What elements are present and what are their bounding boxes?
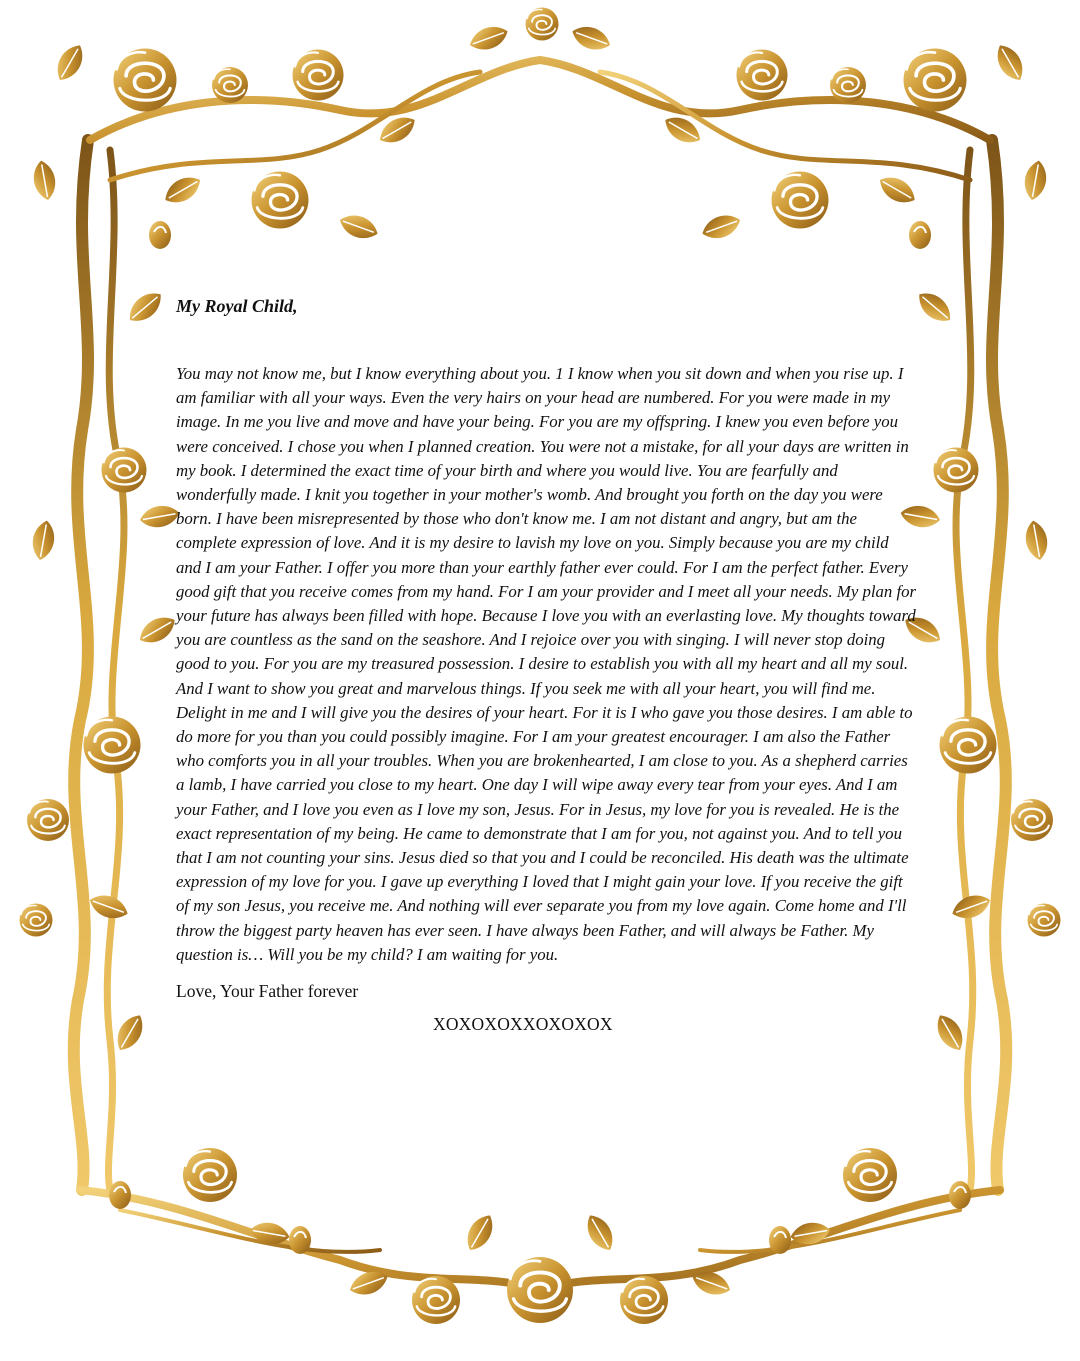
rose-icon — [934, 448, 979, 493]
bud-icon — [769, 1226, 791, 1254]
bud-icon — [289, 1226, 311, 1254]
left-vine — [74, 140, 124, 1190]
rose-icon — [293, 50, 344, 101]
rose-icon — [102, 448, 147, 493]
rose-icon — [20, 904, 53, 937]
bud-icon — [949, 1181, 971, 1209]
leaf-icon — [991, 40, 1029, 85]
rose-icon — [843, 1148, 897, 1202]
rose-icon — [412, 1276, 460, 1324]
leaf-icon — [1023, 519, 1051, 562]
rose-icon — [526, 7, 559, 40]
right-vine — [956, 140, 1006, 1190]
letter-greeting: My Royal Child, — [176, 296, 298, 316]
rose-icon — [940, 717, 997, 774]
leaf-icon — [466, 21, 511, 54]
rose-icon — [252, 172, 309, 229]
letter-body: You may not know me, but I know everything about you. 1 I know when you sit down and when you rise up. I am familiar with all your ways. Even the very hairs on your head are numbered. For you were made in my image. In me you live and move and have your being. For you are my offspring. I knew you even before you were conceived. I chose you when I planned creation. You were not a mistake, for all your days are written in my book. I determined the exact time of your birth and where you would live. You are fearfully and wonderfully made. I knit you together in your mother's womb. And brought you forth on the day you were born. I have been misrepresented by those who don't know me. I am not distant and angry, but am the complete expression of love. And it is my desire to lavish my love on you. Simply because you are my child and I am your Father. I offer you more than your earthly father ever could. For I am the perfect father. Every good gift that you receive comes from my hand. For I am your provider and I meet all your needs. My plan for your future has always been filled with hope. Because I love you with an everlasting love. My thoughts toward you are countless as the sand on the seashore. And I rejoice over you with singing. I will never stop doing good to you. For you are my treasured possession. I desire to establish you with all my heart and all my soul. And I want to show you great and marvelous things. If you seek me with all your heart, you will find me. Delight in me and I will give you the desires of your heart. For it is I who gave you those desires. I am able to do more for you than you could possibly imagine. For I am your greatest encourager. I am also the Father who comforts you in all your troubles. When you are brokenhearted, I am close to you. As a shepherd carries a lamb, I have carried you close to my heart. One day I will wipe away every tear from your eyes. And I am your Father, and I love you even as I love my son, Jesus. For in Jesus, my love for you is revealed. He is the exact representation of my being. He came to demonstrate that I am for you, not against you. And to tell you that I am not counting your sins. Jesus died so that you and I could be reconciled. His death was the ultimate expression of my love for you. I gave up everything I loved that I might gain your love. If you receive the gift of my son Jesus, you receive me. And nothing will ever separate you from my love again. Come home and I'll throw the biggest party heaven has ever seen. I have always been Father, and will always be Father. My question is… Will you be my child? I am waiting for you. — [176, 364, 917, 964]
letter-content — [176, 296, 918, 1036]
rose-icon — [183, 1148, 237, 1202]
rose-icon — [904, 49, 967, 112]
rose-icon — [212, 67, 248, 103]
rose-icon — [507, 1257, 573, 1323]
leaf-icon — [569, 21, 614, 54]
rose-icon — [114, 49, 177, 112]
rose-icon — [620, 1276, 668, 1324]
rose-icon — [737, 50, 788, 101]
rose-icon — [772, 172, 829, 229]
leaf-icon — [913, 286, 957, 328]
rose-icon — [830, 67, 866, 103]
bud-icon — [149, 221, 171, 249]
leaf-icon — [931, 1010, 969, 1055]
leaf-icon — [336, 210, 381, 243]
bud-icon — [109, 1181, 131, 1209]
leaf-icon — [51, 40, 89, 85]
rose-icon — [1011, 799, 1053, 841]
leaf-icon — [461, 1210, 499, 1255]
leaf-icon — [123, 286, 167, 328]
letter-kisses: XOXOXOXXOXOXOX — [433, 1014, 613, 1035]
letter-closing: Love, Your Father forever — [176, 981, 359, 1002]
leaf-icon — [30, 519, 58, 562]
leaf-icon — [1022, 159, 1050, 202]
leaf-icon — [581, 1210, 619, 1255]
rose-icon — [27, 799, 69, 841]
rose-icon — [84, 717, 141, 774]
leaf-icon — [111, 1010, 149, 1055]
leaf-icon — [160, 171, 205, 209]
bud-icon — [909, 221, 931, 249]
rose-icon — [1028, 904, 1061, 937]
leaf-icon — [138, 503, 181, 531]
leaf-icon — [135, 611, 180, 649]
leaf-icon — [31, 159, 59, 202]
leaf-icon — [875, 171, 920, 209]
leaf-icon — [699, 210, 744, 243]
